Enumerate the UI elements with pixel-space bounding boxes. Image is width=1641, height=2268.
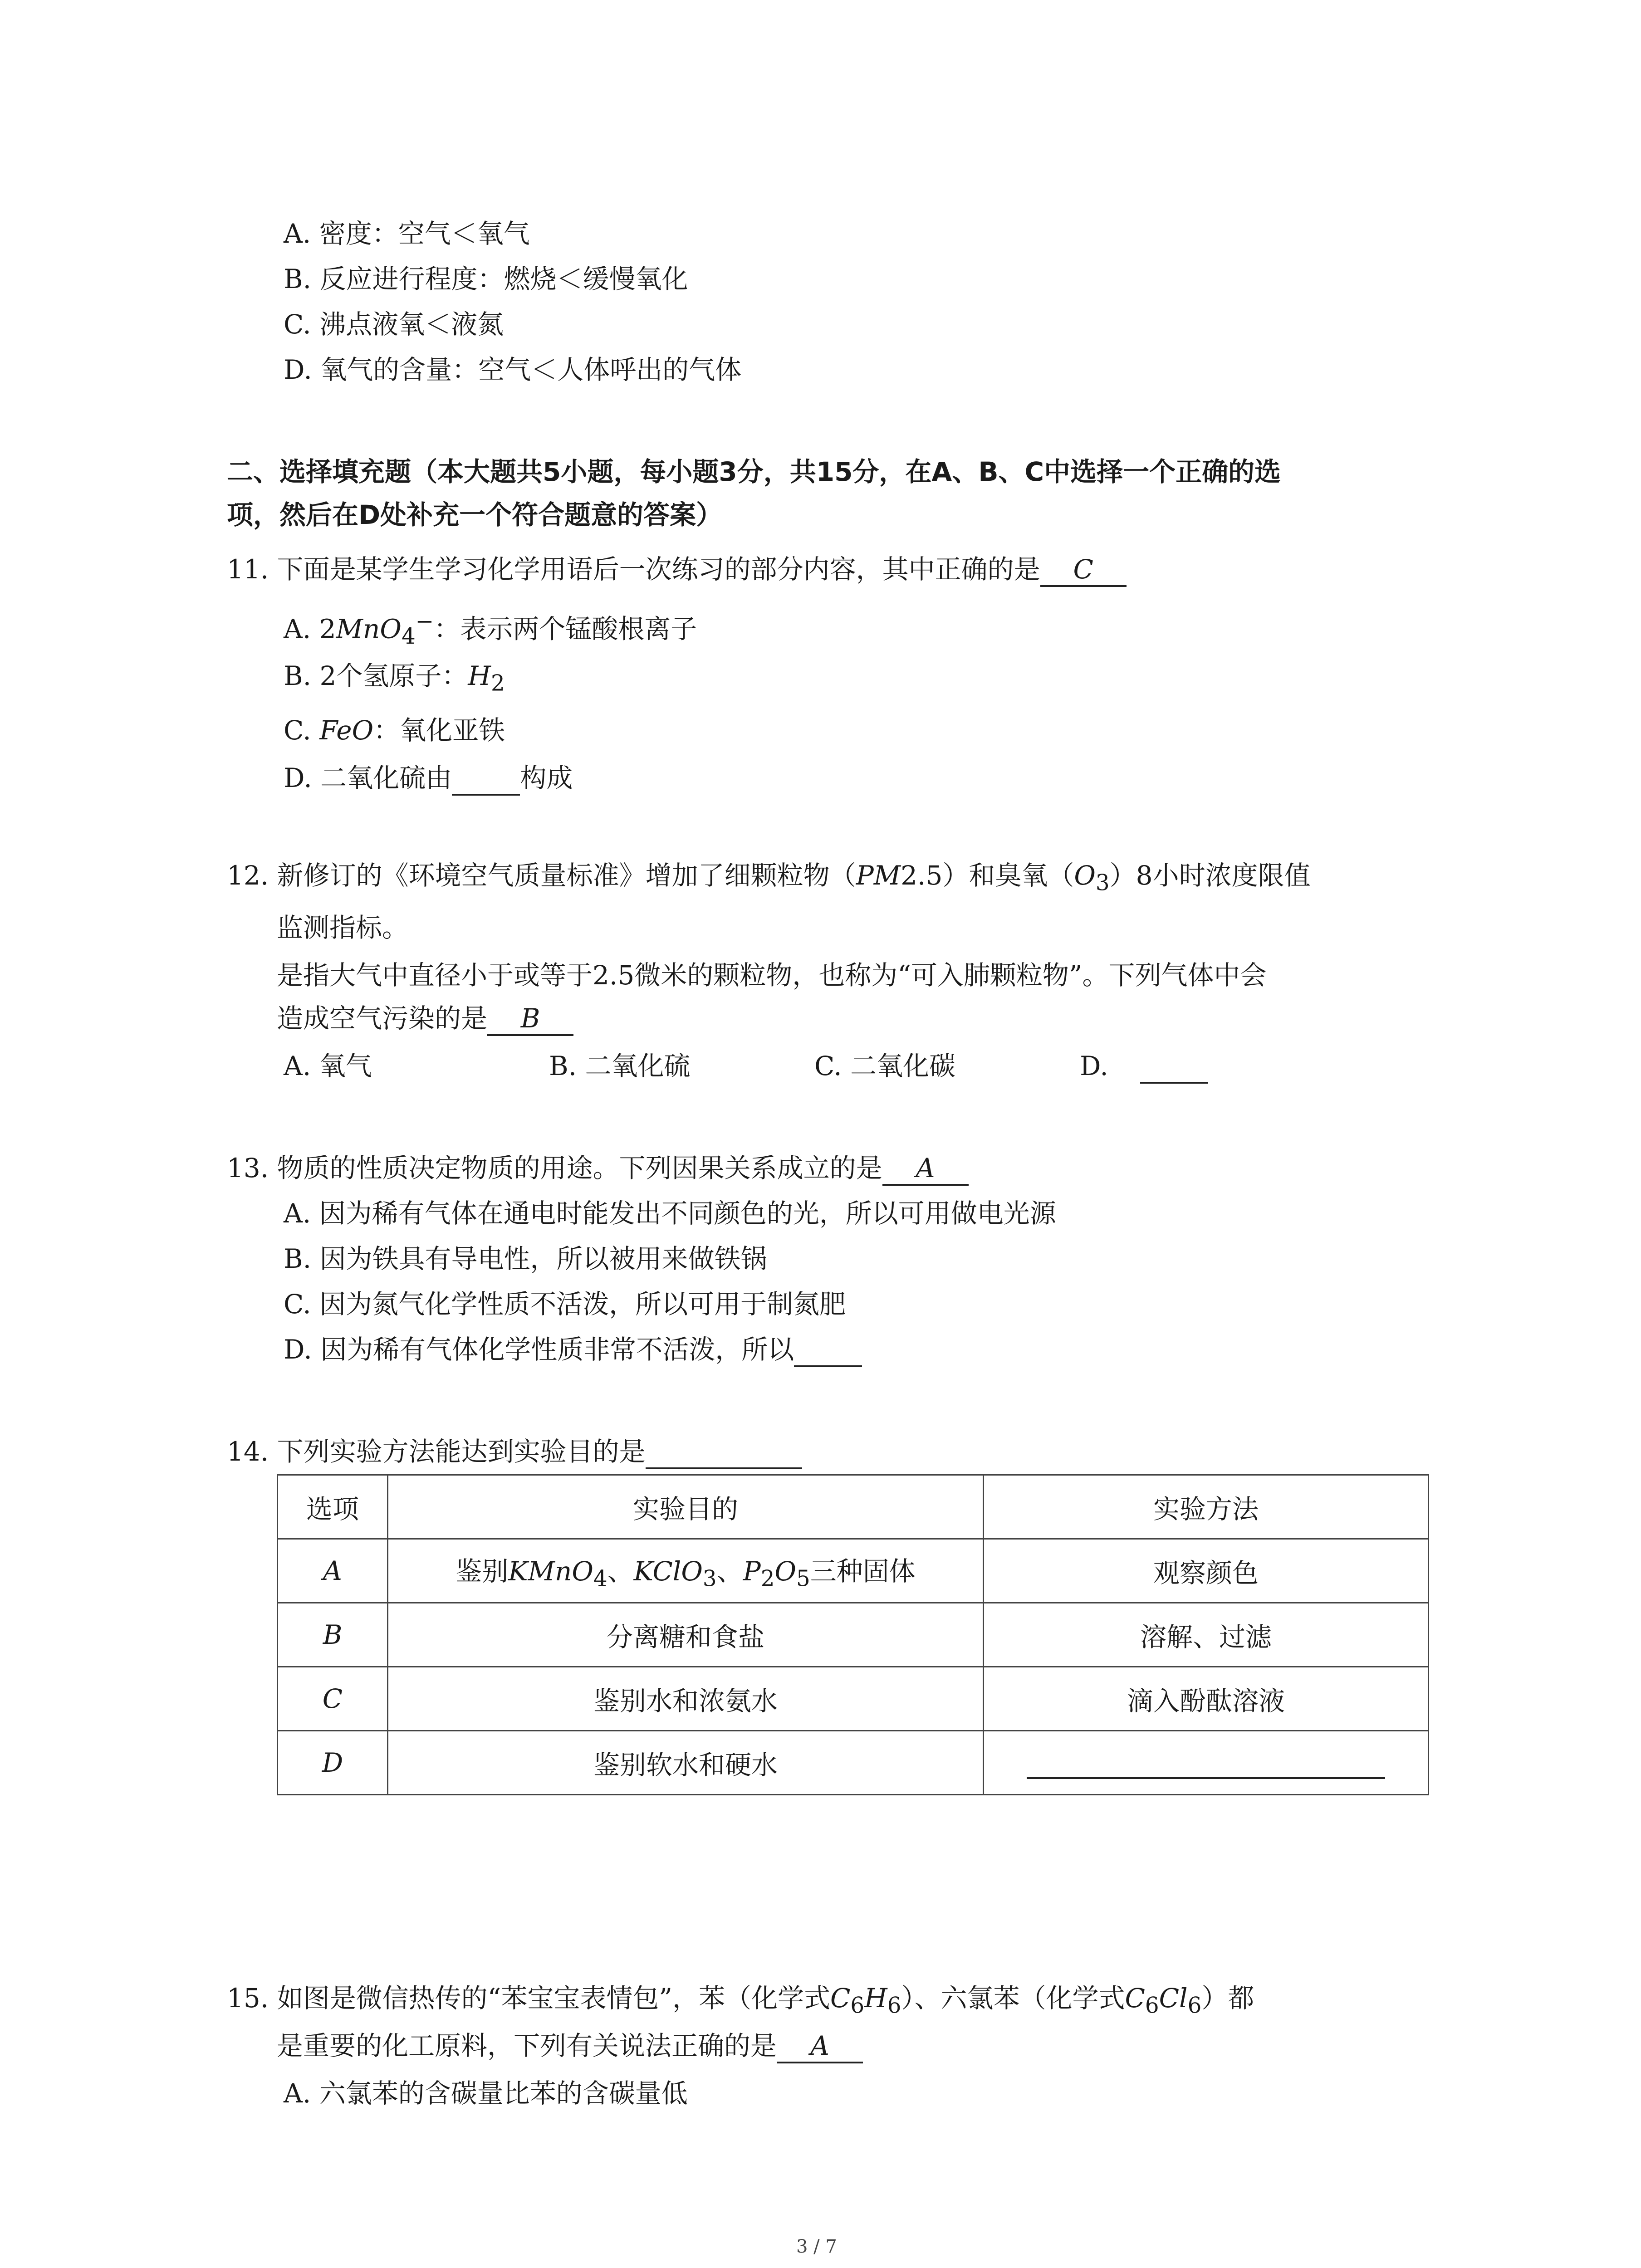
formula-c-sub: 6 xyxy=(1145,1993,1159,2019)
row-method: 溶解、过滤 xyxy=(984,1603,1429,1667)
q15-line1-c: ）都 xyxy=(1201,1983,1254,2014)
table-row xyxy=(278,1667,1429,1731)
q12-line1 xyxy=(227,860,1311,899)
formula-o-sub: 5 xyxy=(796,1566,810,1592)
q11-opt-b-formula: H xyxy=(468,660,491,691)
q13-option-d-blank xyxy=(794,1334,862,1367)
row-goal: 分离糖和食盐 xyxy=(388,1603,984,1667)
q14-stem xyxy=(227,1436,802,1469)
q11-opt-d-prefix: D. 二氧化硫由 xyxy=(284,763,452,793)
q11-opt-a-sup: − xyxy=(415,609,434,634)
q12-pm: PM xyxy=(856,860,901,891)
q11-opt-a-prefix: A. 2 xyxy=(284,613,336,645)
q11-opt-a-formula: MnO xyxy=(336,613,402,645)
q12-option-d xyxy=(1080,1050,1208,1084)
section2-heading-line2: 项，然后在D处补充一个符合题意的答案） xyxy=(227,499,723,530)
q10-option-c: C. 沸点液氧＜液氮 xyxy=(284,309,504,340)
formula-h: H xyxy=(864,1983,887,2014)
q11-option-d xyxy=(284,762,573,796)
q12-option-a: A. 氧气 xyxy=(284,1051,372,1081)
q12-line1-c: ）8小时浓度限值 xyxy=(1109,860,1311,891)
q13-stem-text: 13. 物质的性质决定物质的用途。下列因果关系成立的是 xyxy=(227,1153,882,1183)
formula-p-sub: 2 xyxy=(760,1566,775,1592)
header-method: 实验方法 xyxy=(984,1475,1429,1539)
q12-option-d-label: D. xyxy=(1080,1051,1108,1081)
q12-option-b: B. 二氧化硫 xyxy=(549,1051,691,1081)
q15-line1-a: 15. 如图是微信热传的“苯宝宝表情包”，苯（化学式 xyxy=(227,1983,830,2014)
row-goal: 鉴别水和浓氨水 xyxy=(388,1667,984,1731)
q12-line1-a: 12. 新修订的《环境空气质量标准》增加了细颗粒物（ xyxy=(227,860,856,891)
row-method xyxy=(984,1731,1429,1795)
q10-option-d: D. 氧气的含量：空气＜人体呼出的气体 xyxy=(284,354,742,385)
row-letter: B xyxy=(278,1603,388,1667)
q12-answer: B xyxy=(487,1002,573,1036)
q12-line1-b: 2.5）和臭氧（ xyxy=(901,860,1074,891)
q11-answer: C xyxy=(1040,553,1127,587)
formula-cl: Cl xyxy=(1159,1983,1188,2014)
q11-opt-a-text: ：表示两个锰酸根离子 xyxy=(434,613,697,645)
q15-line1-b: ）、六氯苯（化学式 xyxy=(901,1983,1125,2014)
q11-opt-d-blank xyxy=(452,762,520,796)
q11-option-a xyxy=(284,606,697,652)
q12-o-sub: 3 xyxy=(1095,870,1110,896)
q12-line4 xyxy=(277,1002,573,1036)
formula-p: P xyxy=(743,1556,761,1587)
q13-stem xyxy=(227,1152,969,1186)
table-row xyxy=(278,1539,1429,1603)
q13-option-b: B. 因为铁具有导电性，所以被用来做铁锅 xyxy=(284,1243,767,1274)
q15-line2-text: 是重要的化工原料，下列有关说法正确的是 xyxy=(277,2030,777,2061)
table-row xyxy=(278,1603,1429,1667)
table-header-row xyxy=(278,1475,1429,1539)
q14-stem-text: 14. 下列实验方法能达到实验目的是 xyxy=(227,1436,646,1467)
header-option: 选项 xyxy=(278,1475,388,1539)
formula-c: C xyxy=(1125,1983,1145,2014)
q11-opt-a-sub: 4 xyxy=(401,623,416,649)
q12-option-c: C. 二氧化碳 xyxy=(814,1051,956,1081)
section2-heading-line1: 二、选择填充题（本大题共5小题，每小题3分，共15分，在A、B、C中选择一个正确的选 xyxy=(227,456,1281,487)
method-blank xyxy=(1027,1746,1385,1779)
q10-option-a: A. 密度：空气＜氧气 xyxy=(284,218,530,249)
formula-kclo-sub: 3 xyxy=(702,1566,717,1592)
formula-c-sub: 6 xyxy=(850,1993,865,2019)
q11-stem xyxy=(227,553,1127,587)
formula-h-sub: 6 xyxy=(887,1993,901,2019)
row-goal: 鉴别软水和硬水 xyxy=(388,1731,984,1795)
q11-opt-c-text: ：氧化亚铁 xyxy=(373,715,505,746)
row-method: 观察颜色 xyxy=(984,1539,1429,1603)
q11-option-b xyxy=(284,660,505,699)
formula-cl-sub: 6 xyxy=(1187,1993,1202,2019)
row-letter: D xyxy=(278,1731,388,1795)
q12-o: O xyxy=(1074,860,1096,891)
q13-option-d-text: D. 因为稀有气体化学性质非常不活泼，所以 xyxy=(284,1334,794,1365)
q12-option-d-blank xyxy=(1140,1050,1208,1084)
q11-opt-b-sub: 2 xyxy=(491,670,505,696)
goal-suffix: 三种固体 xyxy=(810,1556,916,1587)
q15-option-a: A. 六氯苯的含碳量比苯的含碳量低 xyxy=(284,2078,688,2109)
q15-line2 xyxy=(277,2030,863,2063)
page-number: 3 / 7 xyxy=(796,2236,837,2257)
q15-line1 xyxy=(227,1982,1254,2022)
q10-option-b: B. 反应进行程度：燃烧＜缓慢氧化 xyxy=(284,264,688,294)
row-letter: C xyxy=(278,1667,388,1731)
q13-option-a: A. 因为稀有气体在通电时能发出不同颜色的光，所以可用做电光源 xyxy=(284,1198,1056,1229)
q12-line4-text: 造成空气污染的是 xyxy=(277,1003,488,1034)
formula-c: C xyxy=(830,1983,851,2014)
formula-kclo: KClO xyxy=(633,1556,703,1587)
q11-opt-d-suffix: 构成 xyxy=(520,763,573,793)
header-goal: 实验目的 xyxy=(388,1475,984,1539)
formula-kmno-sub: 4 xyxy=(593,1566,607,1592)
q11-opt-c-formula: FeO xyxy=(319,715,374,746)
q12-line2: 监测指标。 xyxy=(277,912,409,943)
q13-option-d xyxy=(284,1334,862,1367)
formula-o: O xyxy=(774,1556,796,1587)
table-row xyxy=(278,1731,1429,1795)
q11-option-c xyxy=(284,714,505,746)
q13-option-c: C. 因为氮气化学性质不活泼，所以可用于制氮肥 xyxy=(284,1289,846,1320)
formula-kmno: KMnO xyxy=(508,1556,593,1587)
row-method: 滴入酚酞溶液 xyxy=(984,1667,1429,1731)
goal-sep: 、 xyxy=(716,1556,743,1587)
row-goal xyxy=(388,1539,984,1603)
row-letter: A xyxy=(278,1539,388,1603)
q13-answer: A xyxy=(882,1152,969,1186)
q12-line3: 是指大气中直径小于或等于2.5微米的颗粒物，也称为“可入肺颗粒物”。下列气体中会 xyxy=(277,960,1267,991)
q14-table xyxy=(277,1474,1429,1795)
goal-prefix: 鉴别 xyxy=(456,1556,509,1587)
goal-sep: 、 xyxy=(607,1556,634,1587)
q14-answer-blank xyxy=(646,1436,802,1469)
q11-opt-b-prefix: B. 2个氢原子： xyxy=(284,660,468,691)
q11-stem-text: 11. 下面是某学生学习化学用语后一次练习的部分内容，其中正确的是 xyxy=(227,554,1040,585)
q15-answer: A xyxy=(777,2030,863,2063)
q11-opt-c-prefix: C. xyxy=(284,715,320,746)
